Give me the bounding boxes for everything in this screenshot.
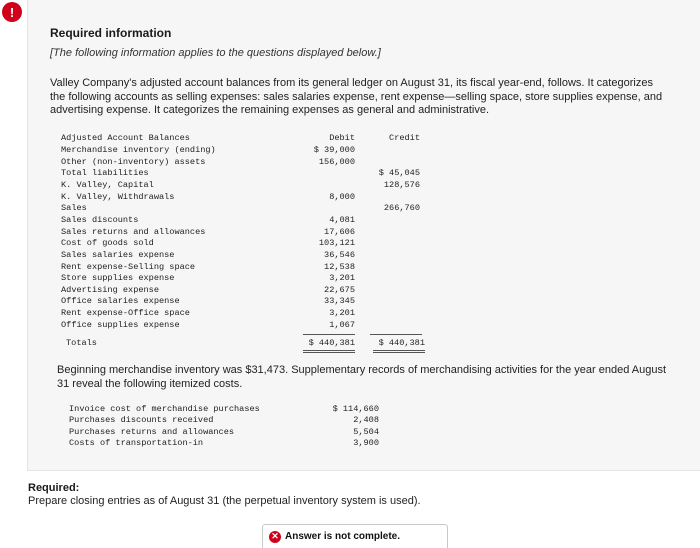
tb-debit-cell: 17,606 xyxy=(324,226,355,237)
required-information-panel xyxy=(27,0,700,471)
tb-account-cell: Advertising expense xyxy=(61,284,159,295)
tb-debit-cell: 36,546 xyxy=(324,249,355,260)
required-text: Prepare closing entries as of August 31 (the perpetual inventory system is used). xyxy=(28,495,421,507)
required-title: Required: xyxy=(28,482,80,494)
tb-account-cell: Rent expense-Selling space xyxy=(61,261,196,272)
tb-header-account: Adjusted Account Balances xyxy=(61,133,190,143)
supp-label-cell: Costs of transportation-in xyxy=(69,437,204,448)
supp-amount-cell: 2,408 xyxy=(353,415,379,426)
info-note: [The following information applies to the questions displayed below.] xyxy=(50,47,381,59)
supp-label-cell: Invoice cost of merchandise purchases xyxy=(69,404,260,414)
tb-account-cell: K. Valley, Capital xyxy=(61,179,154,190)
answer-status-label: Answer is not complete. xyxy=(285,531,401,542)
tb-account-cell: K. Valley, Withdrawals xyxy=(61,191,175,202)
tb-account-cell: Store supplies expense xyxy=(61,273,175,284)
tb-account-cell: Office supplies expense xyxy=(61,319,180,330)
tb-credit-cell: 266,760 xyxy=(383,203,420,214)
supp-amount-cell: 3,900 xyxy=(353,437,379,448)
tb-total-rule-credit xyxy=(370,334,422,335)
tb-debit-cell: $ 39,000 xyxy=(313,145,355,155)
tb-debit-cell: 22,675 xyxy=(324,284,355,295)
supp-amount-cell: $ 114,660 xyxy=(332,404,379,414)
tb-debit-cell: 1,067 xyxy=(329,319,355,330)
tb-debit-cell: 103,121 xyxy=(318,238,355,249)
tb-account-cell: Sales salaries expense xyxy=(61,249,175,260)
supp-label-cell: Purchases discounts received xyxy=(69,415,214,426)
alert-icon[interactable]: ! xyxy=(2,2,22,22)
tb-account-cell: Sales returns and allowances xyxy=(61,226,206,237)
tb-account-cell: Cost of goods sold xyxy=(61,238,154,249)
tb-account-cell: Other (non-inventory) assets xyxy=(61,156,206,167)
tb-debit-cell: 33,345 xyxy=(324,296,355,307)
tb-account-cell: Sales discounts xyxy=(61,214,139,225)
tb-total-rule-debit xyxy=(303,334,355,335)
tb-debit-cell: 3,201 xyxy=(329,308,355,319)
tb-debit-cell: 156,000 xyxy=(318,156,355,167)
tb-account-cell: Rent expense-Office space xyxy=(61,308,190,319)
tb-double-rule-debit xyxy=(303,350,355,353)
tb-totals-label: Totals xyxy=(66,338,97,348)
tb-account-cell: Merchandise inventory (ending) xyxy=(61,145,216,155)
tb-credit-cell: 128,576 xyxy=(383,179,420,190)
info-title: Required information xyxy=(50,26,172,40)
tb-account-cell: Total liabilities xyxy=(61,168,149,179)
supplementary-paragraph: Beginning merchandise inventory was $31,473. Supplementary records of merchandising activities for the year ended August 31 reveal the following itemized costs. xyxy=(57,364,667,390)
info-paragraph: Valley Company's adjusted account balances from its general ledger on August 31, its fiscal year-end, follows. It categorizes the following accounts as selling expenses: sales salaries expense, rent expense—selling space, store supplies expense, and advertising expense. It categorizes the remaining expenses as general and administrative. xyxy=(50,77,663,116)
tb-debit-cell: 3,201 xyxy=(329,273,355,284)
tb-header-debit: Debit xyxy=(329,133,355,143)
tb-header-credit: Credit xyxy=(389,133,420,143)
tb-account-cell: Office salaries expense xyxy=(61,296,180,307)
answer-status-tab[interactable] xyxy=(262,524,448,548)
tb-credit-cell: $ 45,045 xyxy=(378,168,420,179)
tb-totals-debit: $ 440,381 xyxy=(308,338,355,348)
tb-totals-credit: $ 440,381 xyxy=(378,338,425,348)
supp-amount-cell: 5,504 xyxy=(353,426,379,437)
x-circle-icon: ✕ xyxy=(269,531,281,543)
tb-debit-cell: 12,538 xyxy=(324,261,355,272)
tb-debit-cell: 8,000 xyxy=(329,191,355,202)
tb-double-rule-credit xyxy=(373,350,425,353)
tb-account-cell: Sales xyxy=(61,203,87,214)
tb-debit-cell: 4,081 xyxy=(329,214,355,225)
supp-label-cell: Purchases returns and allowances xyxy=(69,426,235,437)
